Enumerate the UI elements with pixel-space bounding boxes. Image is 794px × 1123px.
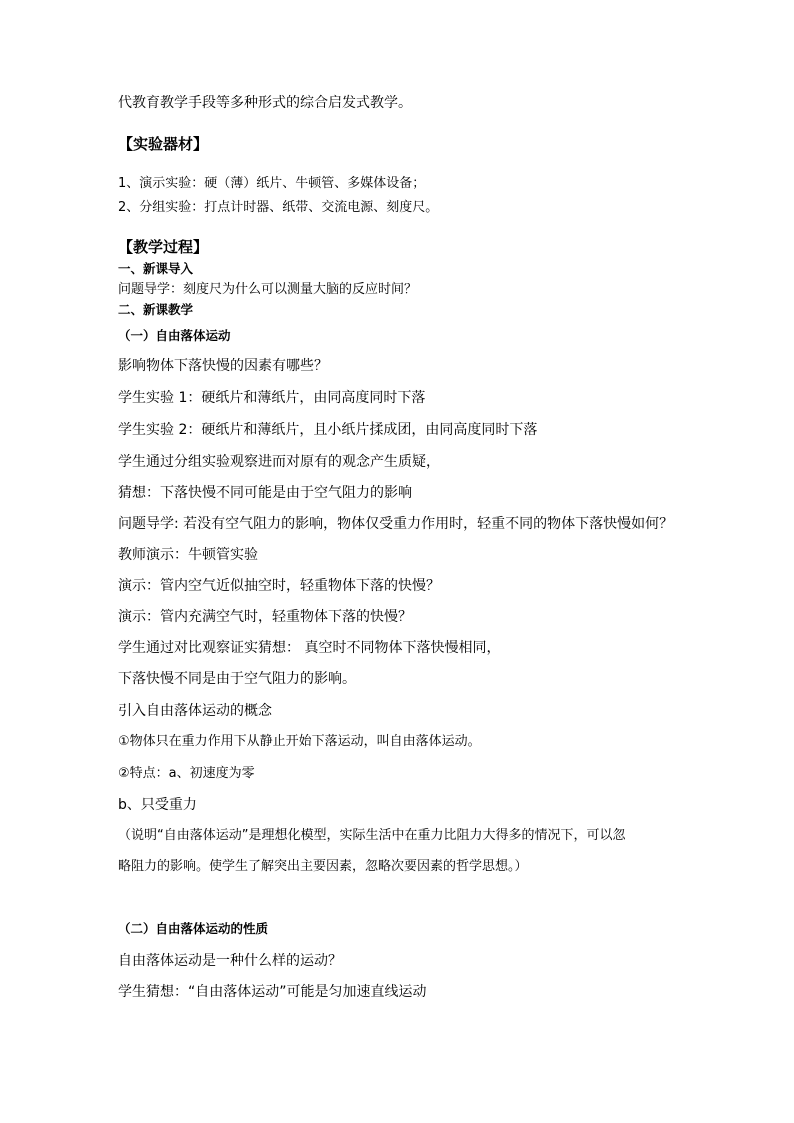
section-new-lesson-title: 二、新课教学 [118, 302, 194, 317]
part1-line: b、只受重力 [118, 797, 197, 813]
materials-heading: 【实验器材】 [118, 135, 209, 153]
part1-title: （一）自由落体运动 [118, 328, 231, 343]
part1-line: 演示：管内空气近似抽空时，轻重物体下落的快慢？ [118, 578, 440, 594]
part2-line: 自由落体运动是一种什么样的运动？ [118, 953, 342, 969]
intro-question: 问题导学：刻度尺为什么可以测量大脑的反应时间？ [118, 282, 418, 297]
part1-line: 演示：管内充满空气时，轻重物体下落的快慢？ [118, 609, 412, 625]
part1-line: （说明“自由落体运动”是理想化模型，实际生活中在重力比阻力大得多的情况下，可以忽 [118, 828, 626, 843]
materials-item-1: 1、演示实验：硬（薄）纸片、牛顿管、多媒体设备； [118, 176, 426, 191]
part1-line: 教师演示：牛顿管实验 [118, 547, 258, 563]
part1-line: 学生通过分组实验观察进而对原有的观念产生质疑， [118, 454, 440, 470]
part1-line: 引入自由落体运动的概念 [118, 703, 272, 719]
part2-title: （二）自由落体运动的性质 [118, 921, 269, 936]
part1-line: 学生通过对比观察证实猜想： 真空时不同物体下落快慢相同， [118, 640, 501, 656]
part2-line: 学生猜想：“自由落体运动”可能是匀加速直线运动 [118, 984, 427, 1000]
materials-item-2: 2、分组实验：打点计时器、纸带、交流电源、刻度尺。 [118, 200, 439, 215]
part1-line: ②特点：a、初速度为零 [118, 766, 255, 781]
part1-line: 猜想：下落快慢不同可能是由于空气阻力的影响 [118, 485, 412, 501]
part1-line: ①物体只在重力作用下从静止开始下落运动，叫自由落体运动。 [118, 734, 481, 749]
part1-line: 学生实验 2：硬纸片和薄纸片，且小纸片揉成团，由同高度同时下落 [118, 422, 538, 438]
intro-line: 代教育教学手段等多种形式的综合启发式教学。 [118, 95, 412, 111]
part1-line: 下落快慢不同是由于空气阻力的影响。 [118, 671, 356, 687]
part1-line: 问题导学: 若没有空气阻力的影响，物体仅受重力作用时，轻重不同的物体下落快慢如何？ [118, 516, 674, 532]
part1-line: 学生实验 1：硬纸片和薄纸片，由同高度同时下落 [118, 390, 426, 406]
process-heading: 【教学过程】 [118, 238, 209, 256]
section-intro-title: 一、新课导入 [118, 261, 194, 276]
part1-line: 影响物体下落快慢的因素有哪些？ [118, 358, 328, 374]
part1-line: 略阻力的影响。使学生了解突出主要因素，忽略次要因素的哲学思想。） [118, 859, 528, 874]
